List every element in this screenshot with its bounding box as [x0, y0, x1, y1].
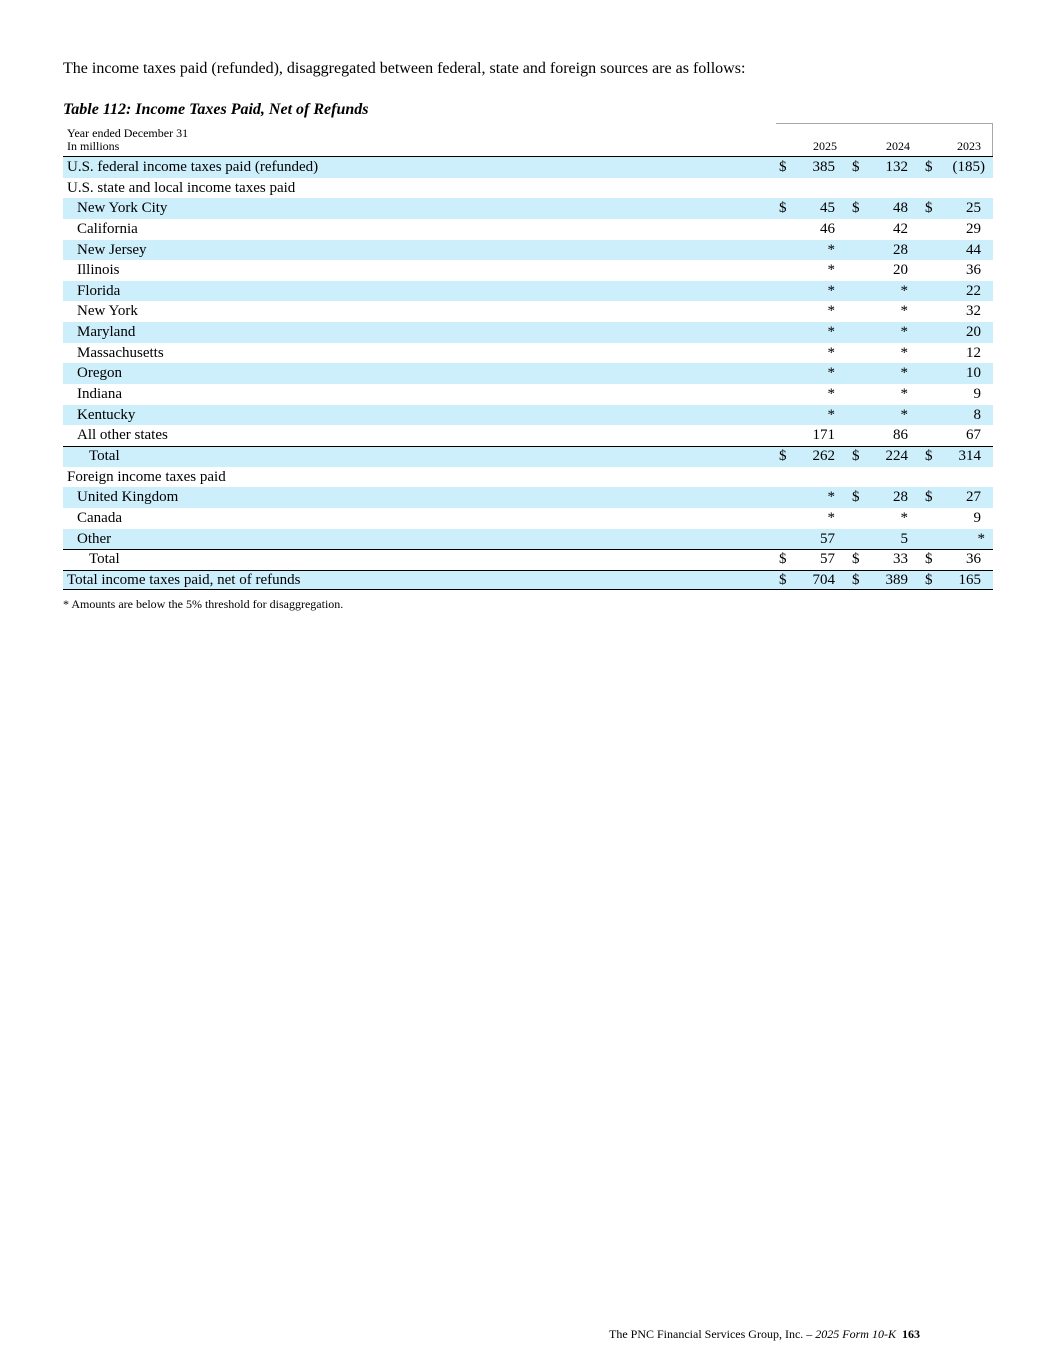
- subtotal-label: Total: [89, 551, 120, 568]
- footer-form: 2025 Form 10-K: [815, 1327, 896, 1341]
- value-2025: *: [827, 365, 835, 382]
- value-2025: *: [827, 406, 835, 423]
- row-label: Oregon: [77, 365, 122, 382]
- value-2023: 12: [966, 344, 981, 361]
- row-label: Kentucky: [77, 406, 136, 423]
- header-year-2024: 2024: [886, 139, 910, 153]
- currency-symbol: $: [925, 159, 933, 175]
- currency-symbol: $: [925, 489, 933, 506]
- currency-symbol: $: [925, 447, 933, 464]
- value-2025: 262: [812, 447, 835, 464]
- value-2024: 132: [885, 159, 908, 175]
- row-label: Florida: [77, 282, 121, 299]
- value-2023: 9: [973, 386, 981, 403]
- header-units-label: In millions: [67, 139, 120, 153]
- value-2025: *: [827, 509, 835, 526]
- value-2023: 9: [973, 509, 981, 526]
- currency-symbol: $: [852, 447, 860, 464]
- value-2025: *: [827, 241, 835, 258]
- page-footer: [609, 1326, 920, 1342]
- value-2024: *: [900, 509, 908, 526]
- page-number: 163: [901, 1327, 920, 1341]
- value-2025: *: [827, 303, 835, 320]
- table-row: [63, 301, 993, 322]
- currency-symbol: $: [779, 551, 787, 568]
- grand-total-label: Total income taxes paid, net of refunds: [67, 571, 301, 588]
- value-2023: 32: [966, 303, 981, 320]
- table-header: [63, 123, 993, 156]
- section-label: U.S. state and local income taxes paid: [67, 179, 296, 196]
- value-2025: 57: [820, 551, 835, 568]
- currency-symbol: $: [852, 551, 860, 568]
- table-row: [63, 570, 993, 591]
- row-label: Maryland: [77, 324, 136, 341]
- value-2025: 45: [820, 200, 835, 217]
- footer-company: The PNC Financial Services Group, Inc. –: [609, 1327, 816, 1341]
- value-2025: 171: [812, 427, 835, 444]
- value-2025: *: [827, 386, 835, 403]
- row-label: New York City: [77, 200, 168, 217]
- header-year-2025: 2025: [813, 139, 837, 153]
- currency-symbol: $: [925, 571, 933, 588]
- value-2024: *: [900, 303, 908, 320]
- currency-symbol: $: [779, 447, 787, 464]
- value-2023: 67: [966, 427, 981, 444]
- value-2024: *: [900, 282, 908, 299]
- value-2025: *: [827, 324, 835, 341]
- table-row: [63, 529, 993, 550]
- value-2023: 27: [966, 489, 981, 506]
- table-row: [63, 508, 993, 529]
- value-2023: 25: [966, 200, 981, 217]
- table-row: [63, 157, 993, 178]
- value-2023: 44: [966, 241, 981, 258]
- table-row: [63, 178, 993, 199]
- value-2024: 28: [893, 489, 908, 506]
- value-2023: 8: [973, 406, 981, 423]
- value-2025: 704: [812, 571, 835, 588]
- row-label: Other: [77, 530, 112, 547]
- currency-symbol: $: [852, 159, 860, 175]
- value-2024: 224: [885, 447, 908, 464]
- value-2024: 389: [885, 571, 908, 588]
- value-2023: 36: [966, 551, 981, 568]
- header-year-2023: 2023: [957, 139, 981, 153]
- value-2024: *: [900, 386, 908, 403]
- table-row: [63, 487, 993, 508]
- value-2025: 385: [812, 159, 835, 175]
- table-row: [63, 425, 993, 446]
- value-2023: 10: [966, 365, 981, 382]
- value-2024: *: [900, 344, 908, 361]
- value-2024: *: [900, 406, 908, 423]
- value-2025: 57: [820, 530, 835, 547]
- table-footnote: * Amounts are below the 5% threshold for disaggregation.: [63, 597, 344, 611]
- row-label: New York: [77, 303, 138, 320]
- currency-symbol: $: [925, 551, 933, 568]
- currency-symbol: $: [925, 200, 933, 217]
- value-2024: 42: [893, 220, 908, 237]
- table-row: [63, 384, 993, 405]
- header-period-label: Year ended December 31: [67, 126, 189, 140]
- row-label: Canada: [77, 509, 122, 526]
- value-2025: *: [827, 282, 835, 299]
- row-label: Illinois: [77, 262, 120, 279]
- value-2024: 28: [893, 241, 908, 258]
- intro-paragraph: The income taxes paid (refunded), disaggregated between federal, state and foreign sources are as follows:: [63, 60, 746, 77]
- value-2023: 36: [966, 262, 981, 279]
- table-row: [63, 198, 993, 219]
- section-label: Foreign income taxes paid: [67, 468, 226, 485]
- table-title: Table 112: Income Taxes Paid, Net of Refunds: [63, 101, 369, 118]
- row-label: Indiana: [77, 386, 122, 403]
- value-2023: *: [977, 530, 985, 547]
- value-2023: 20: [966, 324, 981, 341]
- table-row: [63, 260, 993, 281]
- value-2024: 33: [893, 551, 908, 568]
- table-body: [63, 156, 993, 590]
- currency-symbol: $: [779, 200, 787, 217]
- value-2025: *: [827, 344, 835, 361]
- currency-symbol: $: [779, 159, 787, 175]
- table-row: [63, 240, 993, 261]
- table-row: [63, 405, 993, 426]
- subtotal-label: Total: [89, 447, 120, 464]
- value-2024: 48: [893, 200, 908, 217]
- row-label: New Jersey: [77, 241, 147, 258]
- row-label: Massachusetts: [77, 344, 164, 361]
- value-2023: (185): [952, 159, 985, 175]
- value-2025: *: [827, 262, 835, 279]
- currency-symbol: $: [852, 489, 860, 506]
- currency-symbol: $: [852, 200, 860, 217]
- value-2024: 5: [900, 530, 908, 547]
- value-2025: 46: [820, 220, 835, 237]
- table-row: [63, 343, 993, 364]
- value-2024: 20: [893, 262, 908, 279]
- table-row: [63, 446, 993, 467]
- value-2023: 22: [966, 282, 981, 299]
- table-row: [63, 467, 993, 488]
- value-2025: *: [827, 489, 835, 506]
- row-label: U.S. federal income taxes paid (refunded): [67, 159, 319, 175]
- currency-symbol: $: [779, 571, 787, 588]
- row-label: United Kingdom: [77, 489, 179, 506]
- row-label: All other states: [77, 427, 168, 444]
- currency-symbol: $: [852, 571, 860, 588]
- value-2024: *: [900, 365, 908, 382]
- table-row: [63, 219, 993, 240]
- value-2024: *: [900, 324, 908, 341]
- value-2023: 314: [958, 447, 981, 464]
- table-row: [63, 281, 993, 302]
- row-label: California: [77, 220, 138, 237]
- table-row: [63, 549, 993, 570]
- table-row: [63, 322, 993, 343]
- value-2024: 86: [893, 427, 908, 444]
- table-row: [63, 363, 993, 384]
- value-2023: 165: [958, 571, 981, 588]
- value-2023: 29: [966, 220, 981, 237]
